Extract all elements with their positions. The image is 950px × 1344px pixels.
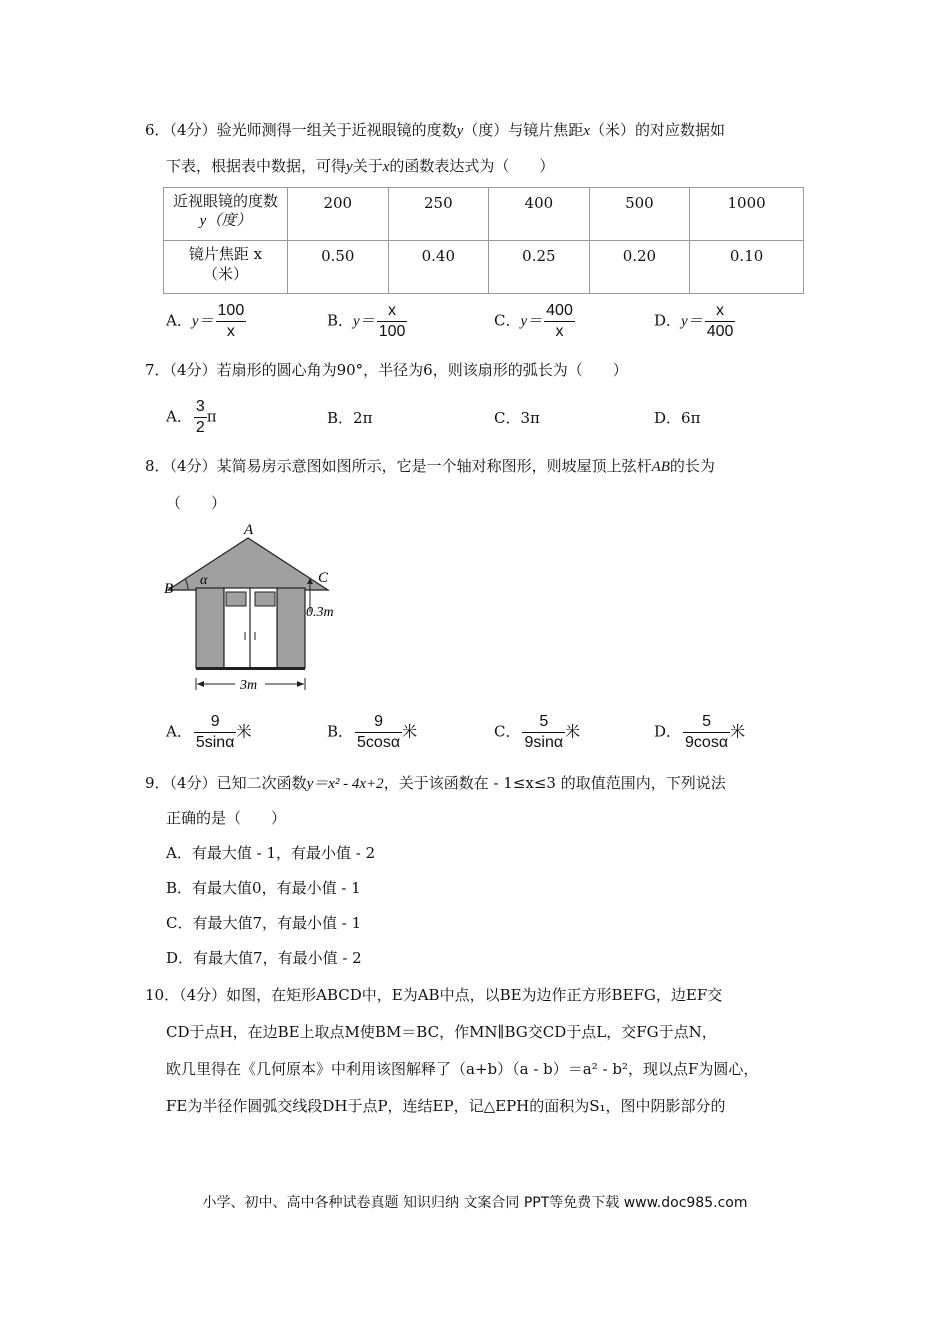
table-cell: 0.50: [288, 241, 389, 294]
table-cell: 0.25: [489, 241, 590, 294]
q10-line1: 10．（4分）如图，在矩形ABCD中，E为AB中点，以BE为边作正方形BEFG，边EF交: [145, 986, 723, 1004]
q9-line2: 正确的是（ ）: [166, 809, 287, 827]
q6-data-table: [163, 187, 804, 294]
label-b: B: [164, 581, 174, 597]
q7-line1: 7．（4分）若扇形的圆心角为90°，半径为6，则该扇形的弧长为（ ）: [145, 361, 628, 379]
table-cell: 0.20: [589, 241, 690, 294]
q8-option-b: B． $\frac{9}{5\cos\alpha}$ 米: [327, 713, 418, 751]
q10-line2: CD于点H，在边BE上取点M使BM＝BC，作MN∥BG交CD于点L，交FG于点N，: [166, 1023, 717, 1041]
q6-line2: 下表，根据表中数据，可得y关于x的函数表达式为（ ）: [166, 157, 555, 175]
q6-option-a: A．y＝ $\frac{100}{x}$: [166, 302, 245, 340]
table-cell: 500: [589, 188, 690, 241]
door-window-left: [226, 592, 246, 606]
table-cell: 0.40: [388, 241, 489, 294]
label-width: 3m: [240, 678, 258, 693]
table-cell: 200: [288, 188, 389, 241]
q9-option-d: D．有最大值7，有最小值 - 2: [166, 949, 362, 967]
q8-option-d: D． $\frac{5}{9\cos\alpha}$ 米: [654, 713, 746, 751]
house-figure: [160, 518, 350, 698]
q7-option-d: D．6π: [654, 409, 701, 427]
q6-option-b: B．y＝ $\frac{x}{100}$: [327, 302, 406, 340]
label-a: A: [244, 522, 254, 538]
roof: [168, 538, 328, 590]
q8-option-c: C． $\frac{5}{9\sin\alpha}$ 米: [494, 713, 581, 751]
table-row: [164, 241, 804, 294]
q9-option-c: C．有最大值7，有最小值 - 1: [166, 914, 362, 932]
table-cell: 400: [489, 188, 590, 241]
q8-line1: 8．（4分）某简易房示意图如图所示，它是一个轴对称图形，则坡屋顶上弦杆AB的长为: [145, 457, 715, 475]
q7-option-a: A． $\frac{3}{2}$ π: [166, 398, 217, 436]
q9-option-b: B．有最大值0，有最小值 - 1: [166, 879, 361, 897]
table-row: [164, 188, 804, 241]
label-alpha: α: [200, 573, 208, 588]
q10-line3: 欧几里得在《几何原本》中利用该图解释了（a+b）（a - b）＝a² - b²，现以点F为圆心，: [166, 1060, 759, 1078]
q9-option-a: A．有最大值 - 1，有最小值 - 2: [166, 844, 376, 862]
table-cell: 250: [388, 188, 489, 241]
q10-line4: FE为半径作圆弧交线段DH于点P，连结EP，记△EPH的面积为S₁，图中阴影部分的: [166, 1097, 726, 1115]
q9-line1: 9．（4分）已知二次函数y＝x² - 4x+2，关于该函数在 - 1≤x≤3 的取值范围内，下列说法: [145, 774, 726, 792]
table-cell: 1000: [690, 188, 804, 241]
row1-header: 近视眼镜的度数 y（度）: [164, 188, 288, 241]
q8-line2: （ ）: [166, 494, 227, 512]
label-c: C: [318, 570, 329, 586]
right-wall: [277, 588, 305, 668]
page-footer: 小学、初中、高中各种试卷真题 知识归纳 文案合同 PPT等免费下载 www.doc985.com: [202, 1195, 748, 1211]
label-height: 0.3m: [306, 605, 334, 620]
q8-option-a: A． $\frac{9}{5\sin\alpha}$ 米: [166, 713, 252, 751]
q6-option-d: D．y＝ $\frac{x}{400}$: [654, 302, 734, 340]
row2-header: 镜片焦距 x （米）: [164, 241, 288, 294]
q6-line1: 6．（4分）验光师测得一组关于近视眼镜的度数y（度）与镜片焦距x（米）的对应数据如: [145, 121, 725, 139]
q6-option-c: C．y＝ $\frac{400}{x}$: [494, 302, 573, 340]
door-window-right: [255, 592, 275, 606]
q7-option-c: C．3π: [494, 409, 540, 427]
left-wall: [196, 588, 224, 668]
ground-line: [196, 667, 305, 670]
q7-option-b: B．2π: [327, 409, 373, 427]
table-cell: 0.10: [690, 241, 804, 294]
